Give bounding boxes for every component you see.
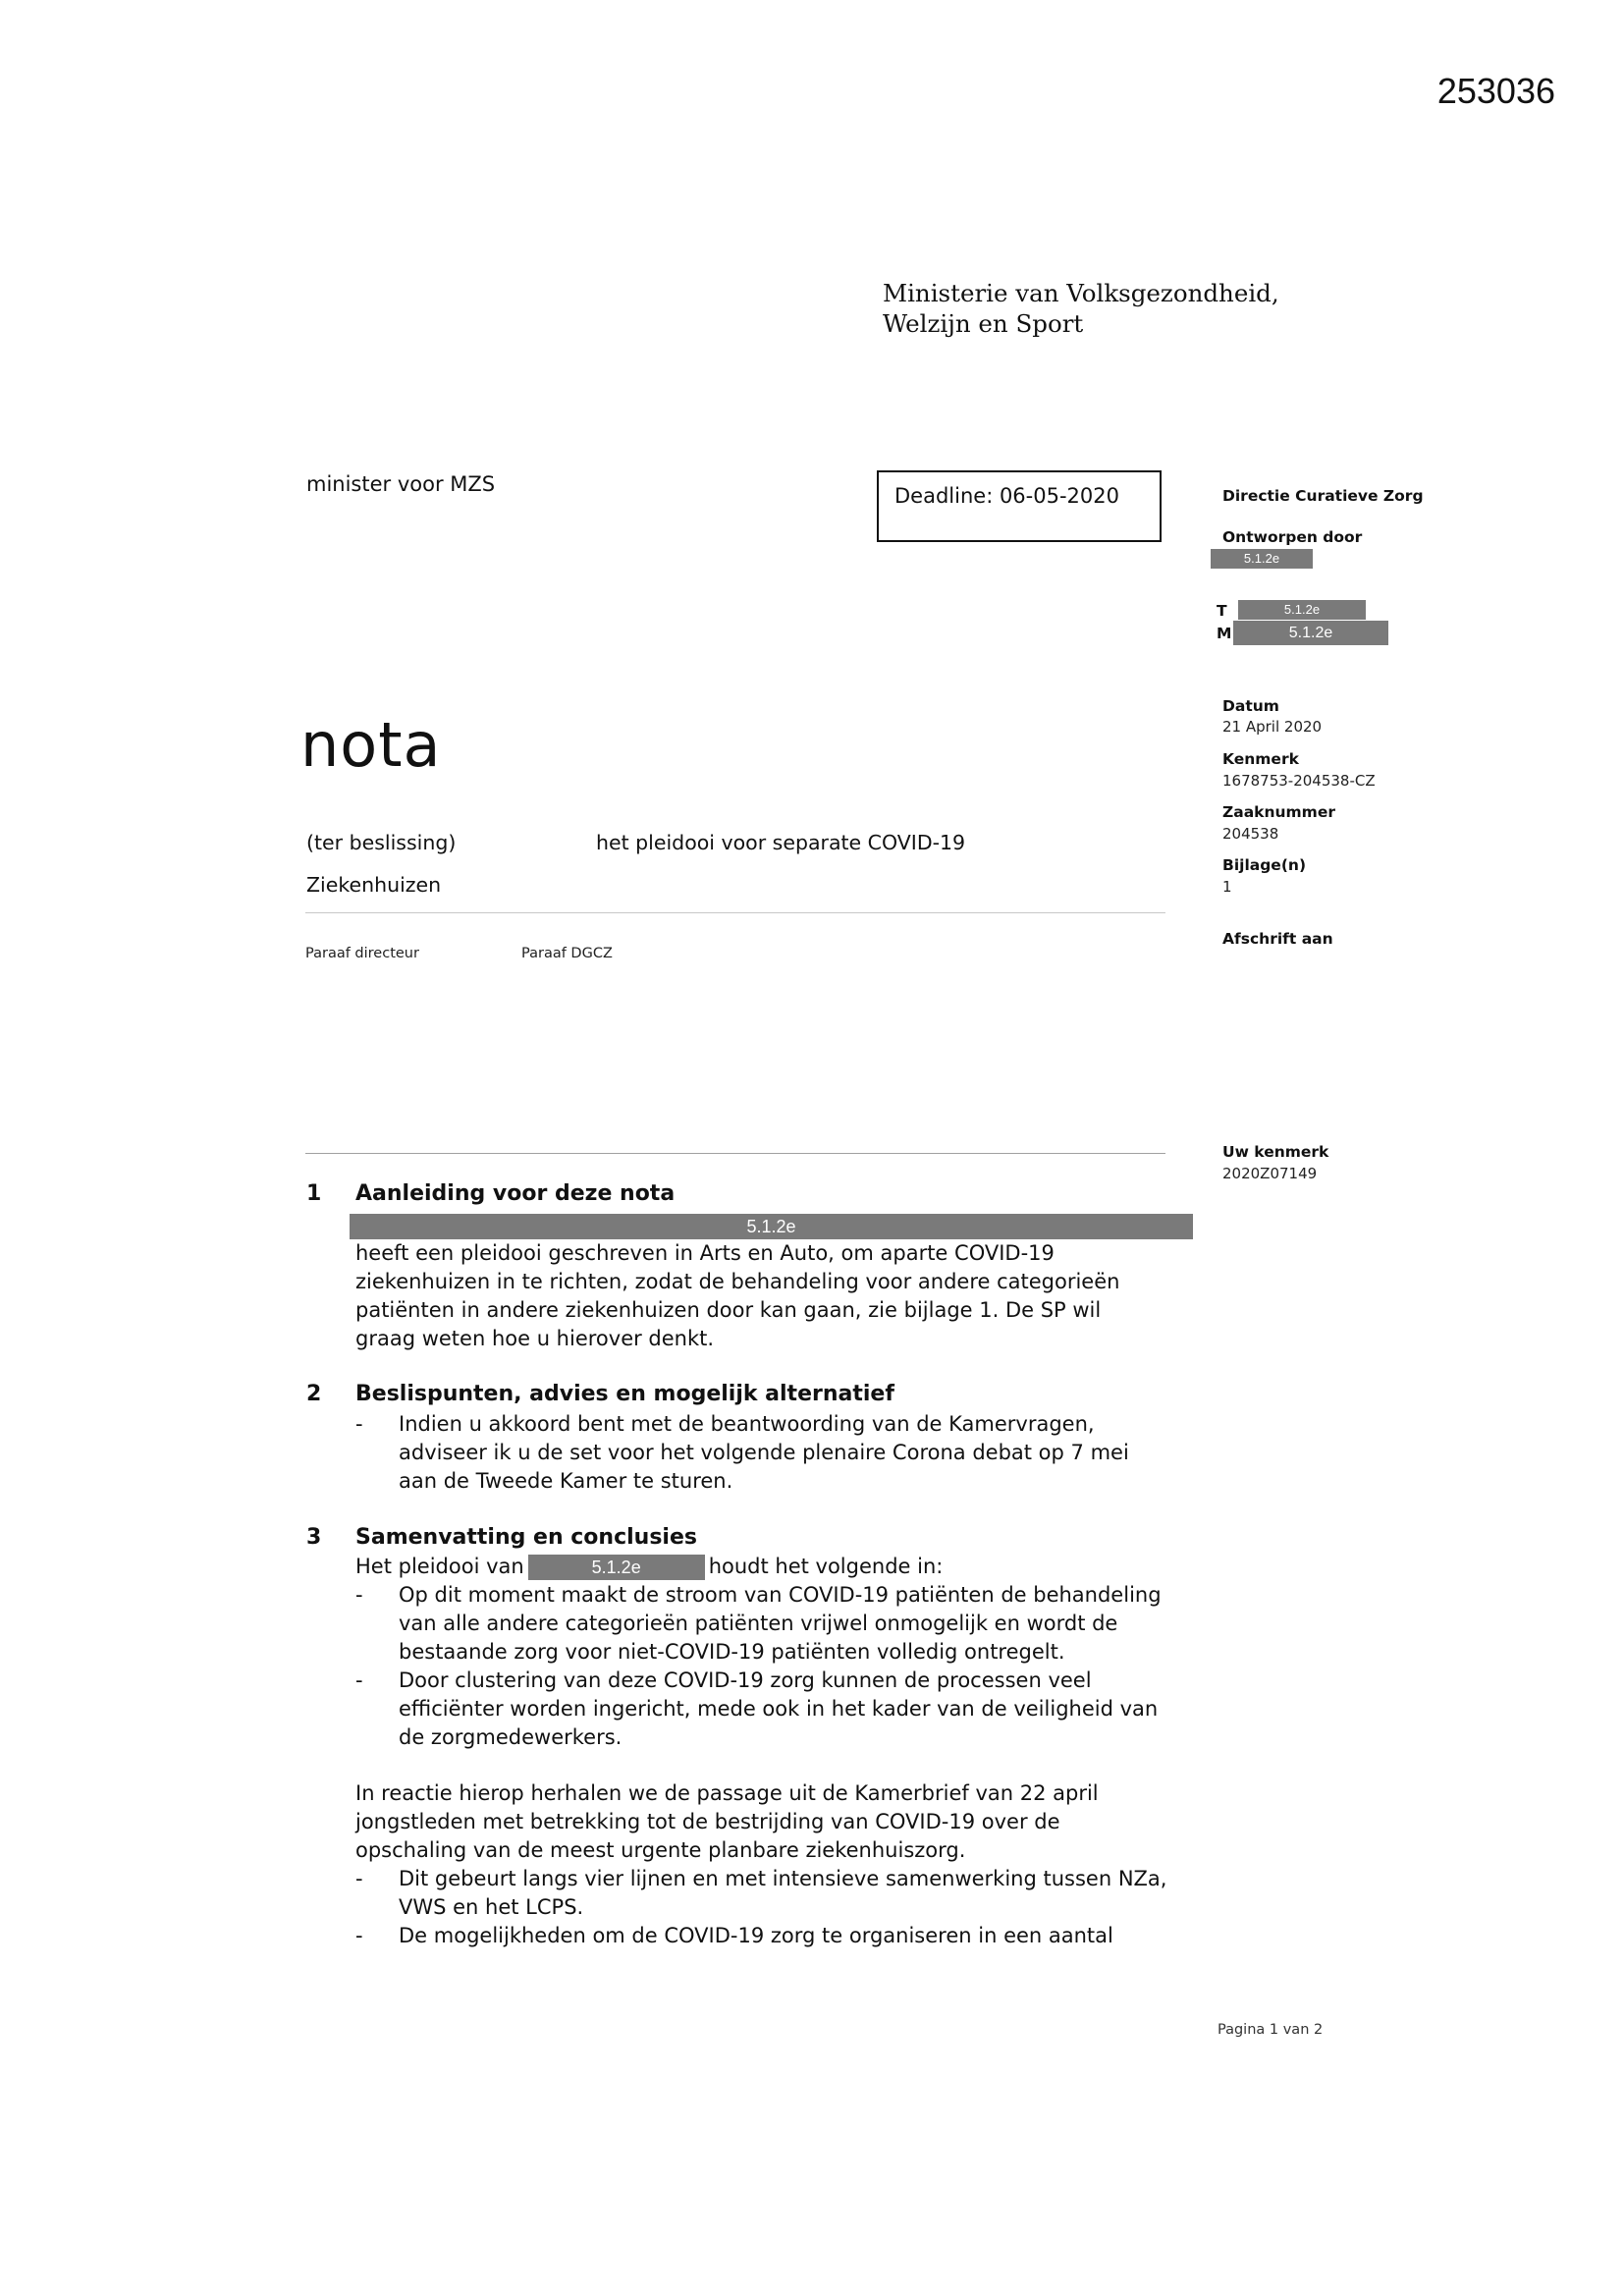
text-line: patiënten in andere ziekenhuizen door kan gaan, zie bijlage 1. De SP wil — [355, 1298, 1102, 1322]
section-body — [355, 1553, 1200, 1950]
section-number: 1 — [306, 1181, 322, 1206]
text-line: graag weten hoe u hierover denkt. — [355, 1327, 715, 1350]
bijlagen-label: Bijlage(n) — [1222, 856, 1307, 874]
document-title: nota — [300, 709, 442, 781]
document-number: 253036 — [1436, 71, 1555, 111]
intro-line — [355, 1553, 1200, 1581]
afschrift-label: Afschrift aan — [1222, 930, 1333, 948]
text-line: aan de Tweede Kamer te sturen. — [399, 1469, 733, 1493]
uw-kenmerk-label: Uw kenmerk — [1222, 1143, 1329, 1161]
spacer — [355, 1752, 1200, 1779]
text-line: van alle andere categorieën patiënten vrijwel onmogelijk en wordt de — [399, 1612, 1118, 1635]
list-dash: - — [355, 1412, 363, 1436]
list-item — [355, 1922, 1200, 1950]
redaction-block: 5.1.2e — [1238, 600, 1366, 620]
divider — [305, 1153, 1165, 1154]
text-line: ziekenhuizen in te richten, zodat de behandeling voor andere categorieën — [355, 1270, 1120, 1293]
list-dash: - — [355, 1867, 363, 1890]
list-dash: - — [355, 1668, 363, 1692]
text-line: adviseer ik u de set voor het volgende plenaire Corona debat op 7 mei — [399, 1441, 1129, 1464]
text-line: De mogelijkheden om de COVID-19 zorg te organiseren in een aantal — [399, 1924, 1113, 1947]
list-item — [355, 1410, 1200, 1496]
text-line: Door clustering van deze COVID-19 zorg kunnen de processen veel — [399, 1668, 1092, 1692]
text-line: VWS en het LCPS. — [399, 1895, 584, 1919]
section-title: Beslispunten, advies en mogelijk alternatief — [355, 1382, 894, 1406]
section-body — [355, 1410, 1200, 1496]
list-item — [355, 1581, 1200, 1667]
intro-before: Het pleidooi van — [355, 1555, 524, 1578]
ministry-logo-text — [883, 278, 1279, 339]
zaaknummer-label: Zaaknummer — [1222, 803, 1335, 821]
zaaknummer-value: 204538 — [1222, 825, 1279, 843]
subject-type: (ter beslissing) — [306, 831, 457, 854]
list-item — [355, 1865, 1200, 1922]
section-number: 3 — [306, 1525, 322, 1550]
directie-label: Directie Curatieve Zorg — [1222, 487, 1424, 505]
section-number: 2 — [306, 1382, 322, 1406]
list-dash: - — [355, 1583, 363, 1607]
text-line: In reactie hierop herhalen we de passage uit de Kamerbrief van 22 april — [355, 1781, 1099, 1805]
redaction-block: 5.1.2e — [350, 1214, 1193, 1239]
subject-continuation: Ziekenhuizen — [306, 873, 442, 897]
section-title: Aanleiding voor deze nota — [355, 1181, 676, 1206]
kenmerk-value: 1678753-204538-CZ — [1222, 772, 1376, 790]
section-body — [355, 1239, 1200, 1353]
ontworpen-door-label: Ontworpen door — [1222, 528, 1363, 546]
redaction-block: 5.1.2e — [1211, 549, 1313, 569]
text-line: heeft een pleidooi geschreven in Arts en Auto, om aparte COVID-19 — [355, 1241, 1055, 1265]
recipient: minister voor MZS — [306, 472, 496, 496]
uw-kenmerk-value: 2020Z07149 — [1222, 1165, 1318, 1182]
text-line: jongstleden met betrekking tot de bestrijding van COVID-19 over de — [355, 1810, 1060, 1833]
text-line: de zorgmedewerkers. — [399, 1725, 623, 1749]
ministry-line-2: Welzijn en Sport — [883, 309, 1084, 338]
text-line: Indien u akkoord bent met de beantwoording van de Kamervragen, — [399, 1412, 1095, 1436]
bijlagen-value: 1 — [1222, 878, 1232, 896]
page-number: Pagina 1 van 2 — [1218, 2022, 1324, 2038]
ministry-line-1: Ministerie van Volksgezondheid, — [883, 279, 1279, 307]
section-title: Samenvatting en conclusies — [355, 1525, 697, 1550]
datum-value: 21 April 2020 — [1222, 718, 1323, 736]
text-line: opschaling van de meest urgente planbare ziekenhuiszorg. — [355, 1838, 966, 1862]
datum-label: Datum — [1222, 697, 1279, 715]
text-line: efficiënter worden ingericht, mede ook in het kader van de veiligheid van — [399, 1697, 1159, 1721]
redaction-block: 5.1.2e — [1233, 621, 1388, 645]
deadline-box: Deadline: 06-05-2020 — [877, 470, 1162, 542]
paraaf-directeur: Paraaf directeur — [305, 946, 419, 961]
subject-text: het pleidooi voor separate COVID-19 — [596, 831, 966, 854]
kenmerk-label: Kenmerk — [1222, 750, 1299, 768]
redaction-block: 5.1.2e — [528, 1555, 705, 1580]
m-label: M — [1217, 625, 1232, 642]
list-dash: - — [355, 1924, 363, 1947]
text-line: bestaande zorg voor niet-COVID-19 patiënten volledig ontregelt. — [399, 1640, 1065, 1664]
text-line: Dit gebeurt langs vier lijnen en met intensieve samenwerking tussen NZa, — [399, 1867, 1167, 1890]
list-item — [355, 1667, 1200, 1752]
text-line: Op dit moment maakt de stroom van COVID-19 patiënten de behandeling — [399, 1583, 1162, 1607]
divider — [305, 912, 1165, 913]
intro-after: houdt het volgende in: — [708, 1555, 944, 1578]
t-label: T — [1217, 602, 1227, 620]
paraaf-dgcz: Paraaf DGCZ — [521, 946, 613, 961]
